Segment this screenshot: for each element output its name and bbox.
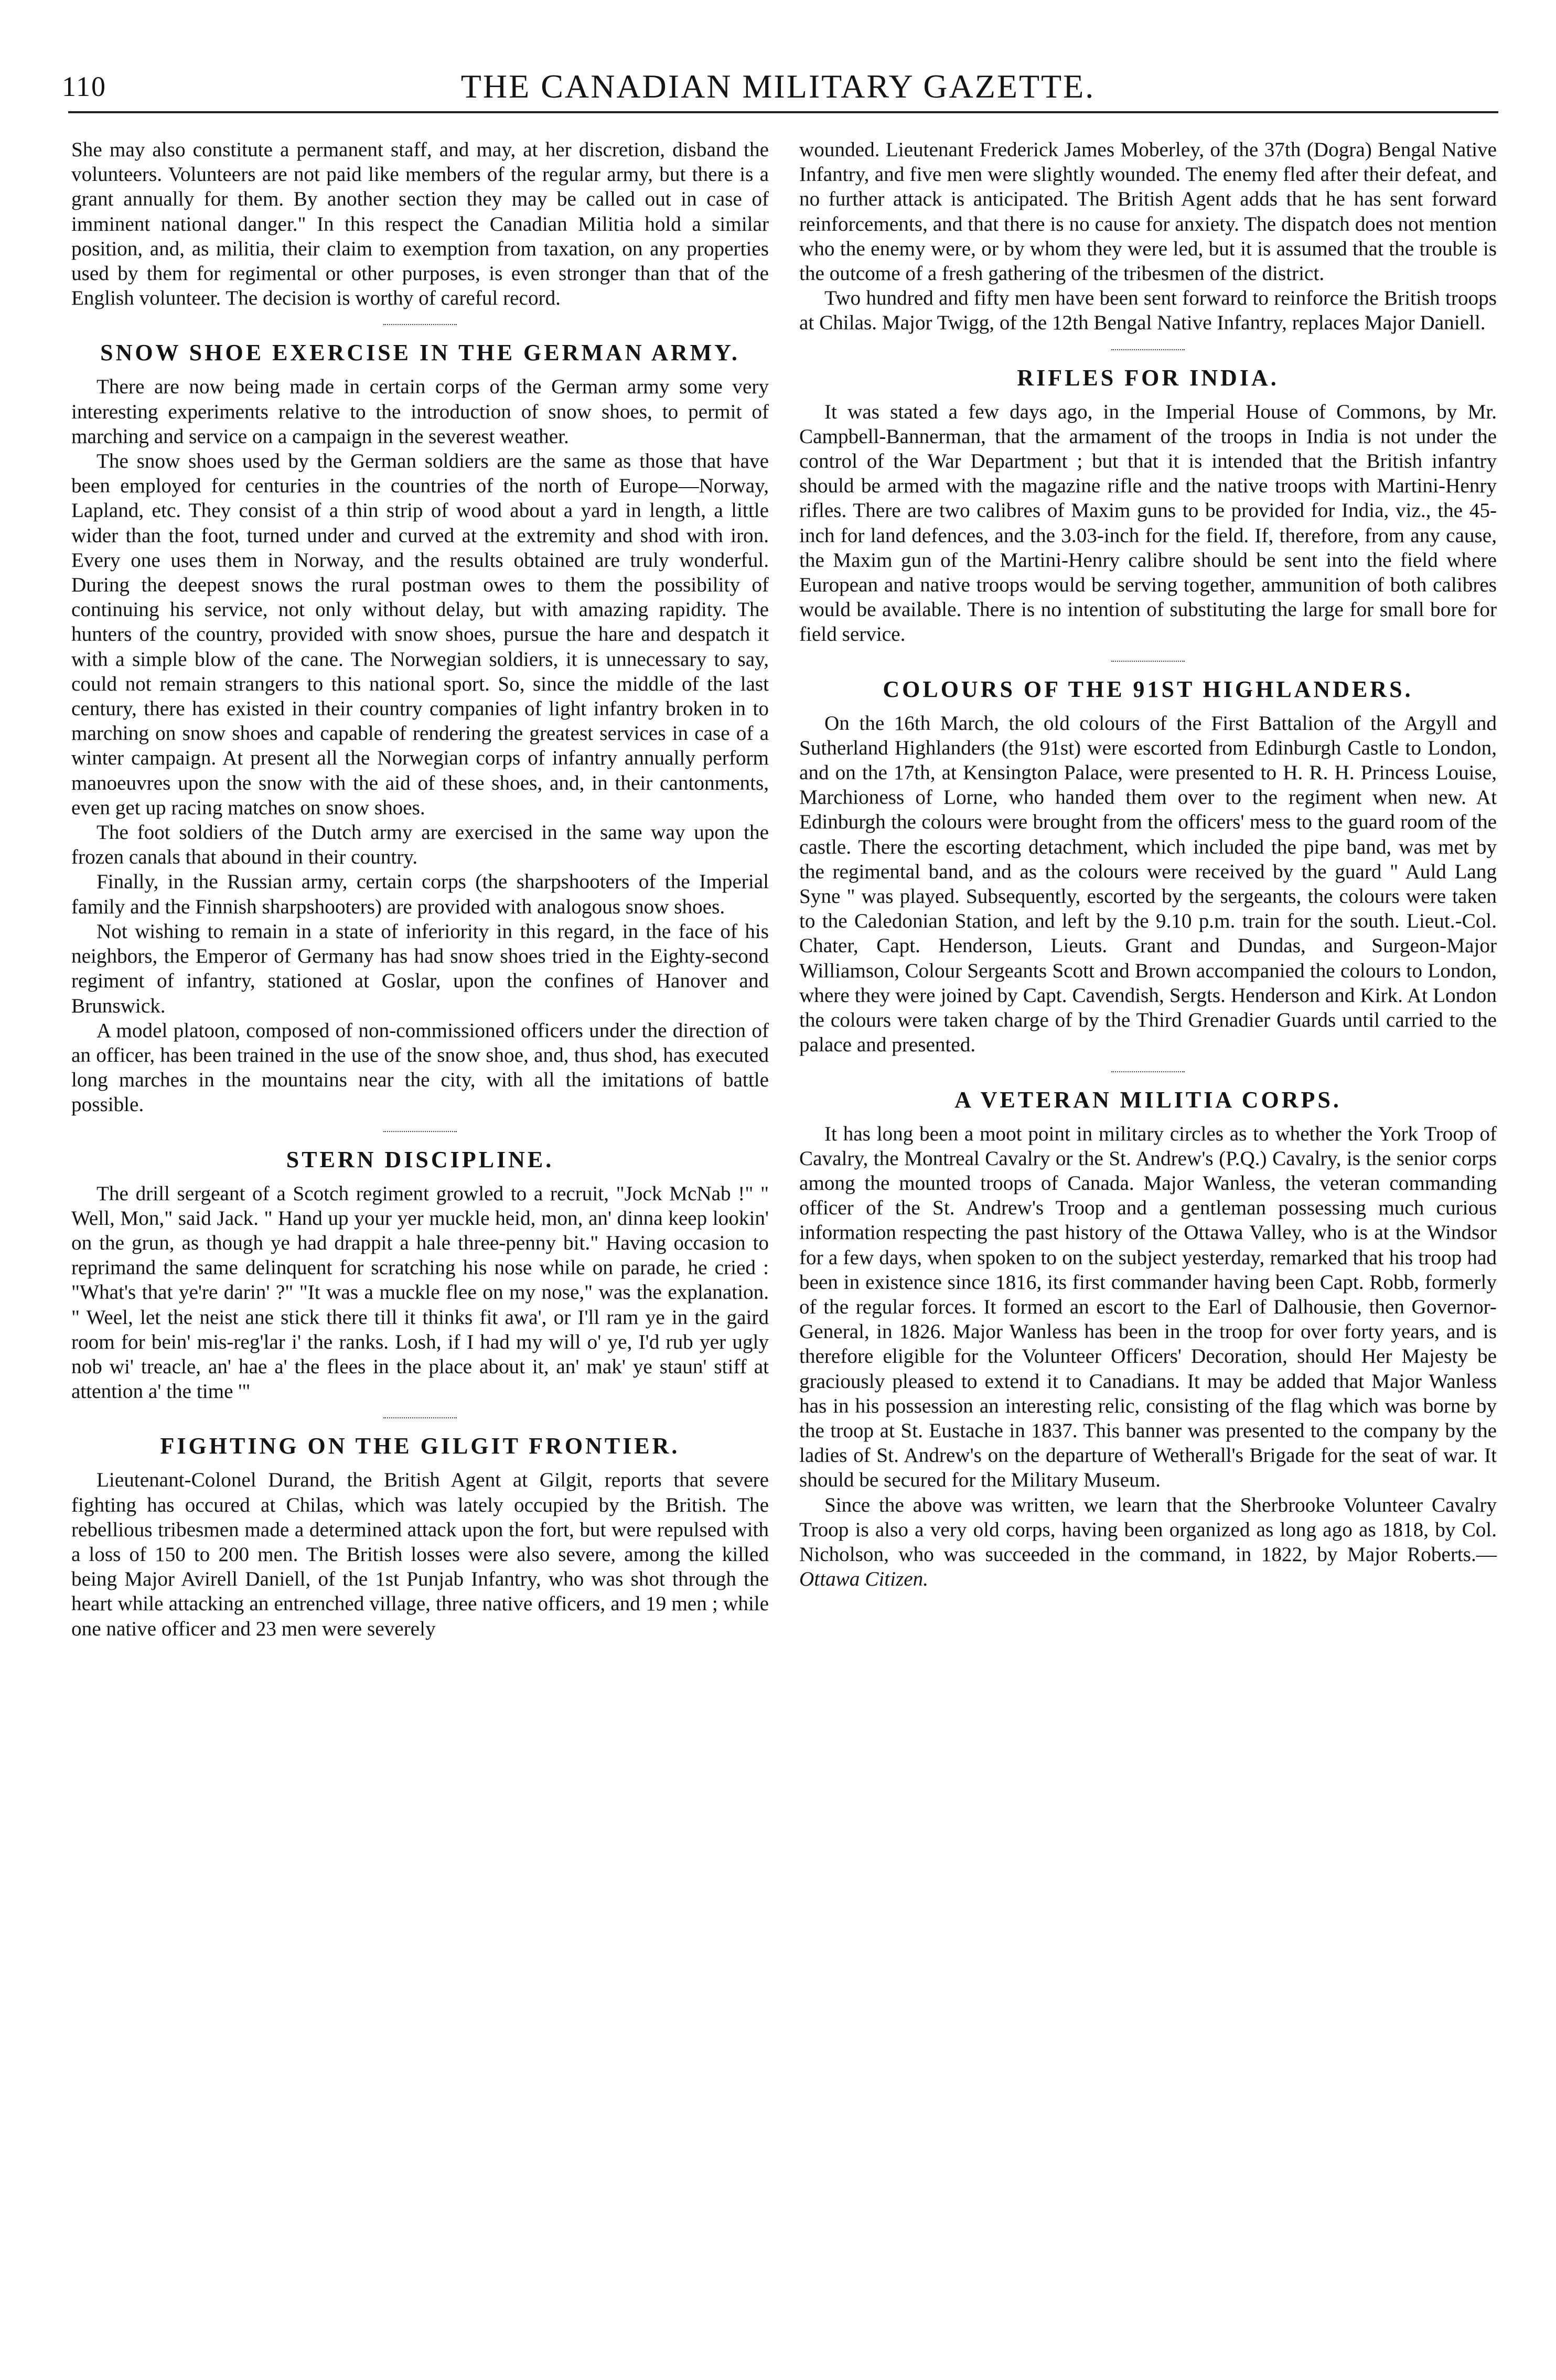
snow-shoe-paragraph: Not wishing to remain in a state of inferiority in this regard, in the face of his neighbors, the Emperor of Germany has had snow shoes tried in the Eighty-second regiment of infantry, stationed at Goslar, upon the confines of Hanover and Brunswick. xyxy=(71,920,769,1017)
gilgit-continued-paragraph: wounded. Lieutenant Frederick James Moberley, of the 37th (Dogra) Bengal Native Infantry, and five men were slightly wounded. The enemy fled after their defeat, and no further attack is anticipated. The British Agent adds that he has sent forward reinforcements, and that there is no cause for anxiety. The dispatch does not mention who the enemy were, or by whom they were led, but it is assumed that the trouble is the outcome of a fresh gathering of the tribesmen of the district. xyxy=(799,138,1497,285)
masthead-title: THE CANADIAN MILITARY GAZETTE. xyxy=(460,68,1096,105)
header-rule xyxy=(68,111,1498,113)
stern-discipline-paragraph: The drill sergeant of a Scotch regiment growled to a recruit, "Jock McNab !" " Well, Mon," said Jack. " Hand up your yer muckle heid, mon, an' dinna keep lookin' on the grun, as though ye had drappit a hale three-penny bit." Having occasion to reprimand the same delinquent for scratching his nose while on parade, he cried : "What's that ye're darin' ?" "It was a muckle flee on my nose," was the explanation. " Weel, let the neist ane stick there till it thinks fit awa', or I'll ram ye in the gaird room for bein' mis-reg'lar i' the ranks. Losh, if I had my will o' ye, I'd rub yer ugly nob wi' treacle, an' hae a' the flees in the place about it, an' mak' ye staun' stiff at attention a' the time '" xyxy=(71,1182,769,1403)
section-divider xyxy=(383,324,457,325)
page-number: 110 xyxy=(62,71,106,102)
section-divider xyxy=(1111,661,1185,662)
snow-shoe-paragraph: The foot soldiers of the Dutch army are exercised in the same way upon the frozen canals that abound in their country. xyxy=(71,821,769,869)
left-column xyxy=(71,137,769,1641)
veteran-closing-text: Since the above was written, we learn that the Sherbrooke Volunteer Cavalry Troop is also a very old corps, having been organized as long ago as 1818, by Col. Nicholson, who was succeeded in the command, in 1822, by Major Roberts.— xyxy=(799,1493,1497,1566)
snow-shoe-paragraph: Finally, in the Russian army, certain corps (the sharpshooters of the Imperial family and the Finnish sharpshooters) are provided with analogous snow shoes. xyxy=(71,870,769,918)
veteran-paragraph: It has long been a moot point in military circles as to whether the York Troop of Cavalry, the Montreal Cavalry or the St. Andrew's (P.Q.) Cavalry, is the senior corps among the mounted troops of Canada. Major Wanless, the veteran commanding officer of the St. Andrew's Troop and a gentleman possessing much curious information respecting the past history of the Ottawa Valley, who is at the Windsor for a few days, when spoken to on the subject yesterday, remarked that his troop had been in existence since 1816, its first commander having been Capt. Robb, formerly of the regular forces. It formed an escort to the Earl of Dalhousie, then Governor-General, in 1826. Major Wanless has been in the troop for over forty years, and is therefore eligible for the Volunteer Officers' Decoration, should Her Majesty be graciously pleased to extend it to Canadians. It may be added that Major Wanless has in his possession an interesting relic, consisting of the flag which was borne by the troop at St. Eustache in 1837. This banner was presented to the company by the ladies of St. Andrew's on the departure of Wetherall's Brigade for the seat of war. It should be secured for the Military Museum. xyxy=(799,1122,1497,1492)
section-divider xyxy=(383,1131,457,1132)
colours-paragraph: On the 16th March, the old colours of the First Battalion of the Argyll and Sutherland Highlanders (the 91st) were escorted from Edinburgh Castle to London, and on the 17th, at Kensington Palace, were presented to H. R. H. Princess Louise, Marchioness of Lorne, who handed them over to the regiment when new. At Edinburgh the colours were brought from the officers' mess to the guard room of the castle. There the escorting detachment, which included the pipe band, was met by the regimental band, and as the colours were received by the guard " Auld Lang Syne " was played. Subsequently, escorted by the sergeants, the colours were taken to the Caledonian Station, and left by the 9.10 p.m. train for the south. Lieut.-Col. Chater, Capt. Henderson, Lieuts. Grant and Dundas, and Surgeon-Major Williamson, Colour Sergeants Scott and Brown accompanied the colours to London, where they were joined by Capt. Cavendish, Sergts. Henderson and Kirk. At London the colours were taken charge of by the Third Grenadier Guards until carried to the palace and presented. xyxy=(799,712,1497,1057)
intro-paragraph: She may also constitute a permanent staff, and may, at her discretion, disband the volunteers. Volunteers are not paid like members of the regular army, but there is a grant annually for them. By another section they may be called out in case of imminent national danger." In this respect the Canadian Militia hold a similar position, and, as militia, their claim to exemption from taxation, on any properties used by them for regimental or other purposes, is even stronger than that of the English volunteer. The decision is worthy of careful record. xyxy=(71,138,769,310)
rifles-paragraph: It was stated a few days ago, in the Imperial House of Commons, by Mr. Campbell-Bannerman, that the armament of the troops in India is not under the control of the War Department ; but that it is intended that the British infantry should be armed with the magazine rifle and the native troops with Martini-Henry rifles. There are two calibres of Maxim guns to be provided for India, viz., the 45-inch for land defences, and the 3.03-inch for the field. If, therefore, from any cause, the Maxim gun of the Martini-Henry calibre should be sent into the field where European and native troops would be serving together, ammunition of both calibres would be available. There is no intention of substituting the large for small bore for field service. xyxy=(799,400,1497,646)
heading-veteran-militia: A VETERAN MILITIA CORPS. xyxy=(954,1086,1342,1113)
page-header xyxy=(0,63,1556,110)
snow-shoe-paragraph: A model platoon, composed of non-commissioned officers under the direction of an officer, has been trained in the use of the snow shoe, and, thus shod, has executed long marches in the mountains near the city, with all the imitations of battle possible. xyxy=(71,1019,769,1116)
gilgit-continued-paragraph: Two hundred and fifty men have been sent forward to reinforce the British troops at Chilas. Major Twigg, of the 12th Bengal Native Infantry, replaces Major Daniell. xyxy=(799,287,1497,335)
section-divider xyxy=(1111,349,1185,350)
section-divider xyxy=(383,1417,457,1418)
citation-source: Ottawa Citizen. xyxy=(799,1568,929,1591)
heading-colours-91st: COLOURS OF THE 91ST HIGHLANDERS. xyxy=(883,676,1413,702)
heading-gilgit-frontier: FIGHTING ON THE GILGIT FRONTIER. xyxy=(160,1433,680,1459)
section-divider xyxy=(1111,1071,1185,1072)
right-column xyxy=(799,137,1497,1591)
veteran-paragraph xyxy=(799,1493,1497,1592)
heading-snow-shoe: SNOW SHOE EXERCISE IN THE GERMAN ARMY. xyxy=(100,340,740,366)
snow-shoe-paragraph: There are now being made in certain corps of the German army some very interesting experiments relative to the introduction of snow shoes, to permit of marching and service on a campaign in the severest weather. xyxy=(71,375,769,448)
snow-shoe-paragraph: The snow shoes used by the German soldiers are the same as those that have been employed for centuries in the countries of the north of Europe—Norway, Lapland, etc. They consist of a thin strip of wood about a yard in length, a little wider than the foot, turned under and curved at the extremity and shod with iron. Every one uses them in Norway, and the results obtained are truly wonderful. During the deepest snows the rural postman owes to them the possibility of continuing his service, not only without delay, but with amazing rapidity. The hunters of the country, provided with snow shoes, pursue the hare and despatch it with a simple blow of the cane. The Norwegian soldiers, it is unnecessary to say, could not remain strangers to this national sport. So, since the middle of the last century, there has existed in their country companies of light infantry broken in to marching on snow shoes and capable of rendering the greatest services in case of a winter campaign. At present all the Norwegian corps of infantry annually perform manoeuvres upon the snow with the aid of these shoes, and, in their cantonments, even get up racing matches on snow shoes. xyxy=(71,450,769,819)
heading-stern-discipline: STERN DISCIPLINE. xyxy=(286,1146,554,1172)
heading-rifles-for-india: RIFLES FOR INDIA. xyxy=(1017,364,1279,391)
gilgit-paragraph: Lieutenant-Colonel Durand, the British Agent at Gilgit, reports that severe fighting has occured at Chilas, which was lately occupied by the British. The rebellious tribesmen made a determined attack upon the fort, but were repulsed with a loss of 150 to 200 men. The British losses were also severe, among the killed being Major Avirell Daniell, of the 1st Punjab Infantry, who was shot through the heart while attacking an entrenched village, three native officers, and 19 men ; while one native officer and 23 men were severely xyxy=(71,1469,769,1640)
